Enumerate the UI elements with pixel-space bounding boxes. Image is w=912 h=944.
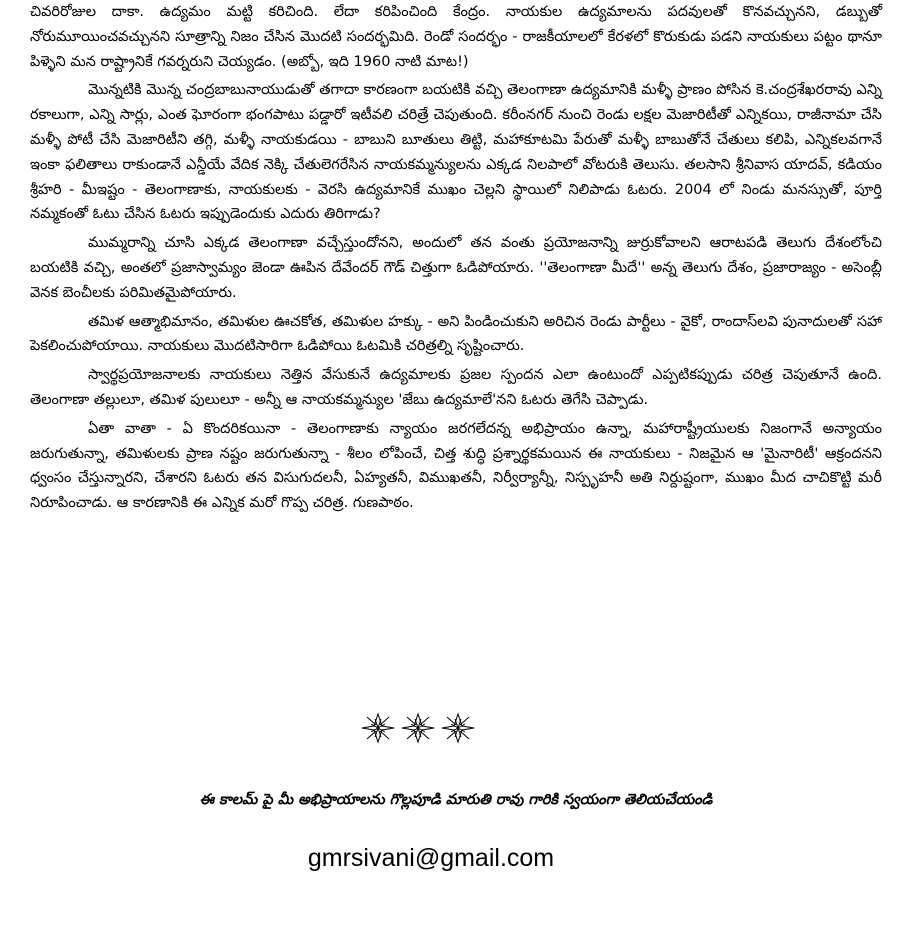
article-paragraph: ఏతా వాతా - ఏ కొందరికయినా - తెలంగాణాకు న్యాయం జరగలేదన్న అభిప్రాయం ఉన్నా, మహారాష్ట్రీయులకు నిజంగానే అన్యాయం జరుగుతున్నా, తమిళులకు ప్రాణ నష్టం జరుగుతున్నా - శీలం లోపించే, చిత్త శుద్ధి ప్రశ్నార్థకమయిన ఈ నాయకులు - నిజమైన ఆ 'మైనారిటీ' ఆక్రందనని ధ్వంసం చేస్తున్నారని, చేశారని ఓటరు తన విసుగుదలనీ, ఏహ్యతనీ, విముఖతనీ, నిర్వీర్యాన్నీ, నిస్పృహనీ అతి నిర్దుష్టంగా, ముఖం మీద చాచికొట్టి మరీ నిరూపించాడు. ఆ కారణానికి ఈ ఎన్నిక మరో గొప్ప చరిత్ర. గుణపాఠం. (30, 420, 882, 512)
article-body (30, 0, 882, 516)
article-paragraph: ముమ్మరాన్ని చూసి ఎక్కడ తెలంగాణా వచ్చేస్తుందోనని, అందులో తన వంతు ప్రయోజనాన్ని జుర్రుకోవాలని ఆరాటపడి తెలుగు దేశంలోంచి బయటికి వచ్చి, అంతలో ప్రజాస్వామ్యం జెండా ఊపిన దేవేందర్ గౌడ్ చిత్తుగా ఓడిపోయారు. ''తెలంగాణా మీదే'' అన్న తెలుగు దేశం, ప్రజారాజ్యం - అసెంబ్లీ వెనక బెంచీలకు పరిమితమైపోయారు. (30, 235, 882, 301)
article-paragraph: తమిళ ఆత్మాభిమానం, తమిళుల ఊచకోత, తమిళుల హక్కు - అని పిండించుకుని అరిచిన రెండు పార్టీలు - వైకో, రాందాస్‌లవి పునాదులతో సహా పెకలించుపోయాయి. నాయకులు మొదటిసారిగా ఓడిపోయి ఓటమికి చరిత్రల్ని సృష్టించారు. (30, 313, 882, 355)
sparkle-icon (402, 714, 434, 742)
article-paragraph: స్వార్థప్రయోజనాలకు నాయకులు నెత్తిన వేసుకునే ఉద్యమాలకు ప్రజల స్పందన ఎలా ఉంటుందో ఎప్పటికప్పుడు చరిత్ర చెపుతూనే ఉంది. తెలంగాణా తల్లులూ, తమిళ పులులూ - అన్నీ ఆ నాయకమ్మన్యుల 'జేబు ఉద్యమాలే'నని ఓటరు తెగేసి చెప్పాడు. (30, 367, 882, 408)
sparkle-icon (442, 714, 474, 742)
author-credit: ఈ కాలమ్ పై మీ అభిప్రాయాలను గొల్లపూడి మారుతి రావు గారికి స్వయంగా తెలియచేయండి (199, 792, 713, 808)
article-paragraph: మొన్నటికి మొన్న చంద్రబాబునాయుడుతో తగాదా కారణంగా బయటికి వచ్చి తెలంగాణా ఉద్యమానికి మళ్ళీ ప్రాణం పోసిన కె.చంద్రశేఖరరావు ఎన్ని రకాలుగా, ఎన్ని సార్లు, ఎంత ఘోరంగా భంగపాటు పడ్డారో ఇటీవలి చరిత్రే చెపుతుంది. కరీంనగర్ నుంచి రెండు లక్షల మెజారిటీతో ఎన్నికయి, రాజీనామా చేసి మళ్ళీ పోటీ చేసి మెజారిటీని తగ్గి, మళ్ళీ నాయకుడయి - బాబుని బూతులు తిట్టి, మహాకూటమి పేరుతో మళ్ళీ బాబుతోనే చేతులు కలిపి, ఎన్నికలవగానే ఇంకా ఫలితాలు రాకుండానే ఎన్డీయే వేదిక నెక్కి చేతులెగరేసిన నాయకమ్మన్యులను ఎక్కడ నిలపాలో వోటరుకి తెలుసు. తలసాని శ్రీనివాస యాదవ్, కడియం శ్రీహరి - మీఇష్టం - తెలంగాణాకు, నాయకులకు - వెరసి ఉద్యమానికే ముఖం చెల్లని స్థాయిలో నిలిపాడు ఓటరు. 2004 లో నిండు మనస్సుతో, పూర్తి నమ్మకంతో ఓటు చేసిన ఓటరు ఇప్పుడెందుకు ఎదురు తిరిగాడు? (30, 82, 882, 223)
article-paragraph: చివరిరోజుల దాకా. ఉద్యమం మట్టి కరిచింది. లేదా కరిపించింది కేంద్రం. నాయకుల ఉద్యమాలను పదవులతో కొనవచ్చునని, డబ్బుతో నోరుమూయించవచ్చునని సూత్రాన్ని నిజం చేసిన మొదటి సందర్భమిది. రెండో సందర్భం - రాజకీయాలలో కేరళలో కొరుకుడు పడని నాయకులు పట్టం థానూ పిళ్ళెని మన రాష్ట్రానికే గవర్నరుని చెయ్యడం. (అబ్బో, ఇది 1960 నాటి మాట!) (30, 4, 882, 70)
author-email: gmrsivani@gmail.com (307, 844, 555, 872)
sparkle-ornament-icon (358, 708, 480, 748)
sparkle-icon (362, 714, 394, 742)
